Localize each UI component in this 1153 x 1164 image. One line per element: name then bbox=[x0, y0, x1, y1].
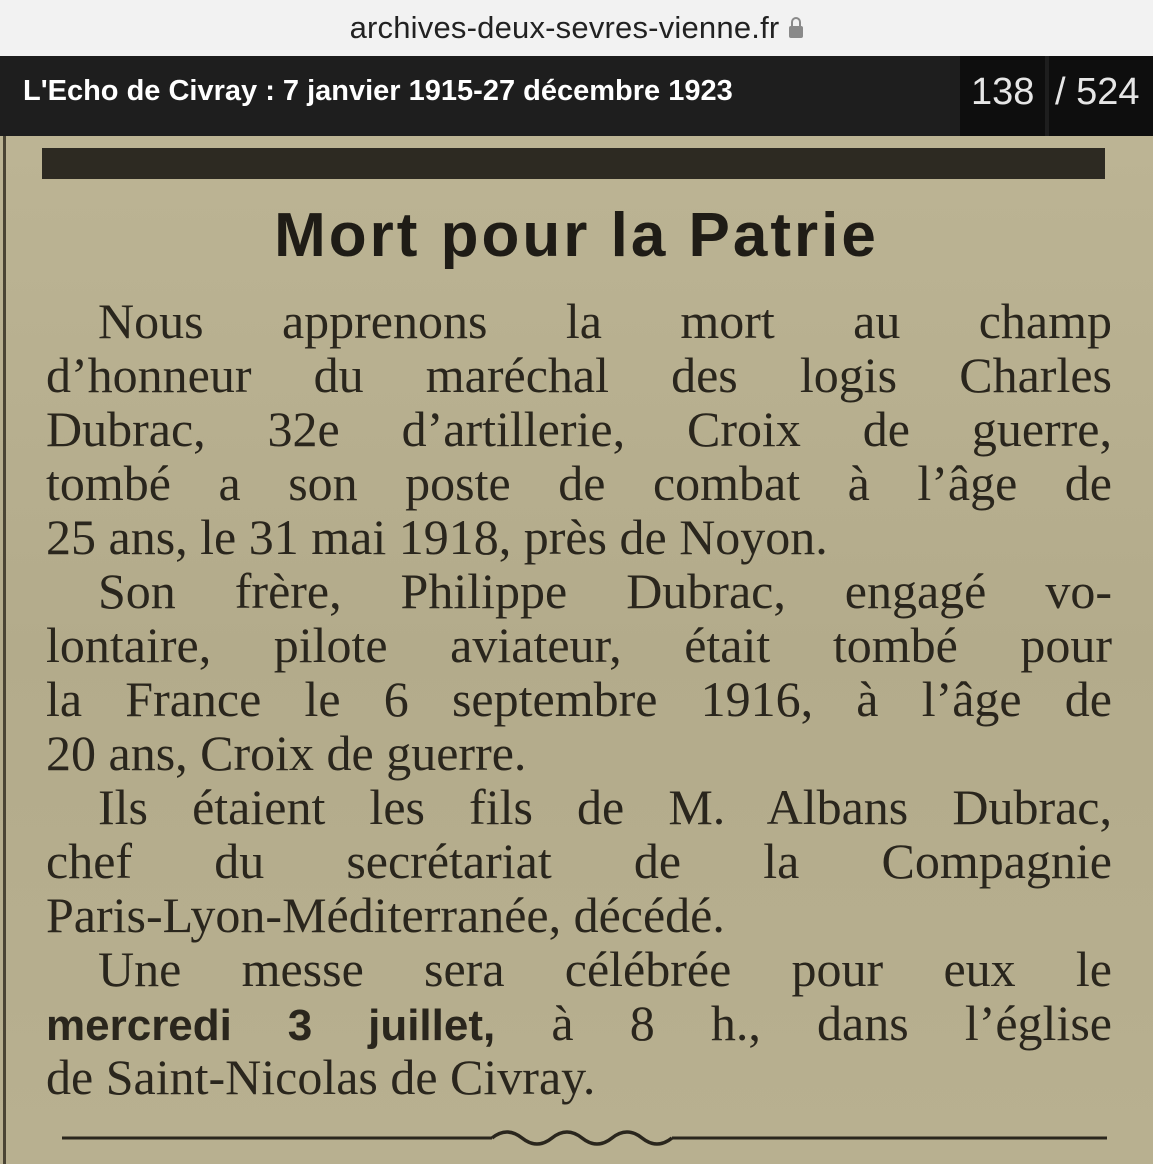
mass-time-place: à 8 h., dans l’église bbox=[495, 995, 1112, 1051]
article-line: lontaire, pilote aviateur, était tombé pour bbox=[46, 617, 1112, 673]
viewer-header bbox=[0, 56, 1153, 136]
article-body bbox=[46, 294, 1112, 1104]
header-rule bbox=[42, 148, 1105, 179]
mass-date: mercredi 3 juillet, bbox=[46, 1001, 496, 1050]
url-text[interactable]: archives-deux-sevres-vienne.fr bbox=[349, 10, 780, 45]
article-line: Nous apprenons la mort au champ bbox=[98, 293, 1112, 349]
article-line: Une messe sera célébrée pour eux le bbox=[98, 941, 1112, 997]
browser-url-bar[interactable] bbox=[0, 0, 1153, 56]
article-headline: Mort pour la Patrie bbox=[274, 201, 879, 270]
article-line: la France le 6 septembre 1916, à l’âge de bbox=[46, 671, 1112, 727]
current-page-number[interactable]: 138 bbox=[971, 71, 1035, 113]
ornamental-divider bbox=[62, 1120, 1122, 1150]
article-line: Ils étaient les fils de M. Albans Dubrac, bbox=[98, 779, 1112, 835]
document-title: L'Echo de Civray : 7 janvier 1915-27 décembre 1923 bbox=[23, 75, 733, 107]
article-line: 20 ans, Croix de guerre. bbox=[46, 725, 527, 781]
article-line: de Saint-Nicolas de Civray. bbox=[46, 1049, 596, 1105]
article-line: 25 ans, le 31 mai 1918, près de Noyon. bbox=[46, 509, 828, 565]
article-line: d’honneur du maréchal des logis Charles bbox=[46, 347, 1112, 403]
article-line: Son frère, Philippe Dubrac, engagé vo- bbox=[98, 563, 1112, 619]
lock-icon bbox=[789, 26, 803, 38]
article-line: Paris-Lyon-Méditerranée, décédé. bbox=[46, 887, 725, 943]
page-counter[interactable] bbox=[960, 56, 1153, 136]
page-counter-divider bbox=[1045, 56, 1049, 136]
article-line: chef du secrétariat de la Compagnie bbox=[46, 833, 1112, 889]
article-line-with-date bbox=[46, 996, 1112, 1050]
article-line: tombé a son poste de combat à l’âge de bbox=[46, 455, 1112, 511]
article-line: Dubrac, 32e d’artillerie, Croix de guerre, bbox=[46, 401, 1112, 457]
total-pages: / 524 bbox=[1055, 71, 1140, 113]
column-rule bbox=[3, 136, 6, 1164]
